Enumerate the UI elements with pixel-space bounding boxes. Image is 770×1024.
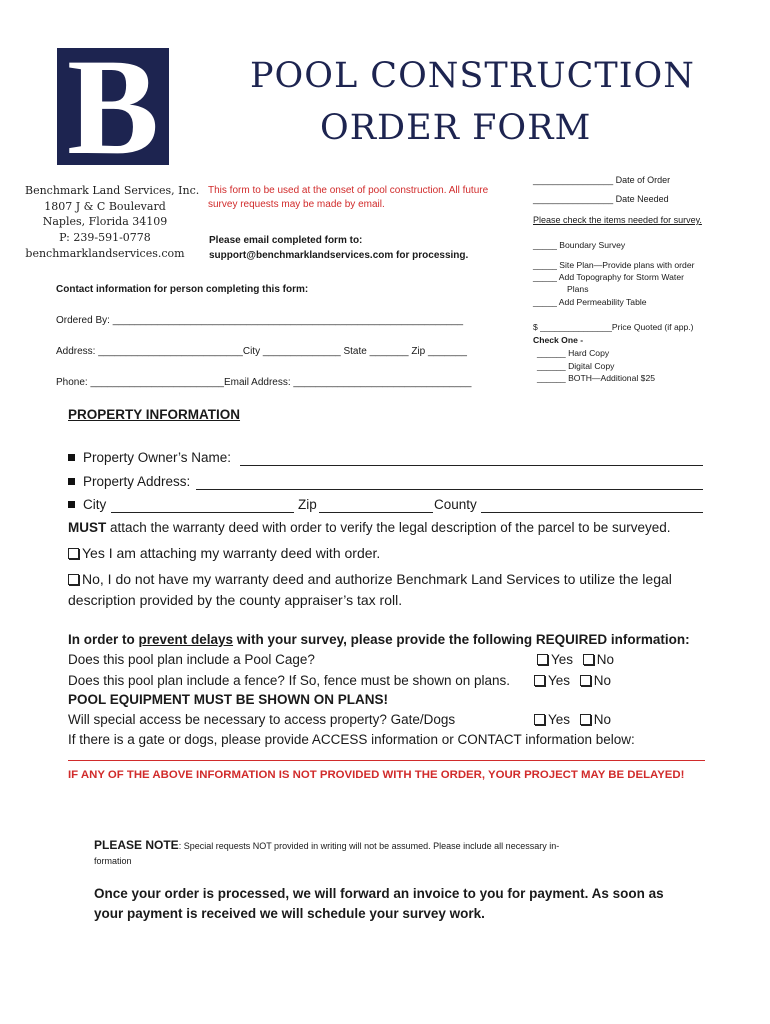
- required-intro-b: with your survey, please provide the following REQUIRED information:: [233, 632, 690, 647]
- owner-name-row: [68, 450, 231, 465]
- site-plan-option[interactable]: _____ Site Plan—Provide plans with order: [533, 260, 695, 270]
- please-note: [94, 838, 559, 852]
- support-email[interactable]: support@benchmarklandservices.com for processing.: [209, 250, 469, 261]
- access-question: Will special access be necessary to access property? Gate/Dogs: [68, 712, 456, 727]
- city-label: City: [83, 497, 107, 512]
- fence-options: [534, 673, 611, 688]
- red-divider: [68, 760, 705, 761]
- pool-cage-yes[interactable]: Yes: [551, 652, 574, 667]
- bullet-icon: [68, 454, 75, 461]
- warranty-deed-text: attach the warranty deed with order to verify the legal description of the parcel to be surveyed.: [106, 520, 671, 535]
- form-title-line2: ORDER FORM: [320, 108, 592, 148]
- fence-yes[interactable]: Yes: [548, 673, 571, 688]
- county-label: County: [434, 497, 477, 512]
- please-note-text-cont: formation: [94, 856, 132, 866]
- fence-no[interactable]: No: [593, 673, 612, 688]
- topography-option-cont: Plans: [567, 284, 589, 294]
- closing-line1: Once your order is processed, we will forward an invoice to you for payment. As soon as: [94, 886, 664, 901]
- delay-warning: IF ANY OF THE ABOVE INFORMATION IS NOT PROVIDED WITH THE ORDER, YOUR PROJECT MAY BE DELAYED!: [68, 769, 685, 781]
- warranty-no-label-cont: description provided by the county appraiser’s tax roll.: [68, 592, 403, 608]
- checkbox-icon[interactable]: [68, 574, 79, 585]
- property-address-label: Property Address:: [83, 474, 191, 489]
- permeability-option[interactable]: _____ Add Permeability Table: [533, 297, 647, 307]
- company-street: 1807 J & C Boulevard: [44, 200, 166, 213]
- access-yes[interactable]: Yes: [548, 712, 571, 727]
- check-items-instruction: Please check the items needed for survey.: [533, 215, 702, 225]
- warranty-no-label: No, I do not have my warranty deed and authorize Benchmark Land Services to utilize the legal: [82, 571, 672, 587]
- contact-heading: Contact information for person completing this form:: [56, 284, 309, 295]
- must-label: MUST: [68, 520, 107, 535]
- city-row: [68, 497, 106, 512]
- checkbox-icon[interactable]: [68, 548, 79, 559]
- fence-question: Does this pool plan include a fence? If So, fence must be shown on plans.: [68, 673, 511, 688]
- warranty-yes-label: Yes I am attaching my warranty deed with order.: [82, 545, 381, 561]
- required-intro-a: In order to: [68, 632, 139, 647]
- checkbox-icon[interactable]: [583, 654, 594, 665]
- company-city: Naples, Florida 34109: [42, 215, 168, 228]
- form-title-line1: POOL CONSTRUCTION: [250, 56, 695, 96]
- both-option[interactable]: ______ BOTH—Additional $25: [537, 373, 656, 383]
- please-note-text: : Special requests NOT provided in writing will not be assumed. Please include all necessary in-: [178, 841, 560, 851]
- warranty-no-option[interactable]: [68, 571, 672, 587]
- phone-email-field[interactable]: Phone: ________________________Email Address: ________________________________: [56, 377, 472, 388]
- owner-name-label: Property Owner’s Name:: [83, 450, 232, 465]
- county-input[interactable]: [481, 498, 703, 513]
- hard-copy-option[interactable]: ______ Hard Copy: [537, 348, 610, 358]
- bullet-icon: [68, 501, 75, 508]
- ordered-by-field[interactable]: Ordered By: _______________________________________________________________: [56, 315, 464, 326]
- zip-label: Zip: [298, 497, 317, 512]
- company-phone: P: 239-591-0778: [59, 231, 151, 244]
- date-needed-field[interactable]: ________________ Date Needed: [533, 194, 669, 204]
- company-logo: [57, 48, 169, 165]
- access-no[interactable]: No: [593, 712, 612, 727]
- please-note-label: PLEASE NOTE: [94, 838, 179, 852]
- checkbox-icon[interactable]: [580, 714, 591, 725]
- check-one-label: Check One -: [533, 335, 584, 345]
- boundary-survey-option[interactable]: _____ Boundary Survey: [533, 240, 626, 250]
- zip-input[interactable]: [319, 498, 433, 513]
- checkbox-icon[interactable]: [580, 675, 591, 686]
- access-options: [534, 712, 611, 727]
- closing-line2: your payment is received we will schedule your survey work.: [94, 906, 485, 921]
- bullet-icon: [68, 478, 75, 485]
- equipment-notice: POOL EQUIPMENT MUST BE SHOWN ON PLANS!: [68, 692, 389, 707]
- access-instruction: If there is a gate or dogs, please provide ACCESS information or CONTACT information below:: [68, 732, 635, 747]
- city-input[interactable]: [111, 498, 294, 513]
- company-website[interactable]: benchmarklandservices.com: [25, 247, 185, 260]
- checkbox-icon[interactable]: [534, 714, 545, 725]
- logo-letter: B: [66, 48, 160, 165]
- address-field[interactable]: Address: __________________________City ______________ State _______ Zip _______: [56, 346, 467, 357]
- checkbox-icon[interactable]: [534, 675, 545, 686]
- pool-cage-options: [537, 652, 614, 667]
- intro-text-line2: survey requests may be made by email.: [208, 199, 385, 210]
- property-address-row: [68, 474, 190, 489]
- property-heading: PROPERTY INFORMATION: [68, 407, 241, 422]
- required-intro: [68, 632, 690, 647]
- required-intro-underlined: prevent delays: [138, 632, 234, 647]
- email-instruction: Please email completed form to:: [209, 235, 363, 246]
- pool-cage-question: Does this pool plan include a Pool Cage?: [68, 652, 315, 667]
- warranty-deed-instruction: [68, 520, 671, 535]
- company-name: Benchmark Land Services, Inc.: [25, 184, 200, 197]
- pool-cage-no[interactable]: No: [596, 652, 615, 667]
- digital-copy-option[interactable]: ______ Digital Copy: [537, 361, 615, 371]
- topography-option[interactable]: _____ Add Topography for Storm Water: [533, 272, 684, 282]
- property-address-input[interactable]: [196, 475, 703, 490]
- owner-name-input[interactable]: [240, 451, 703, 466]
- price-quoted-field[interactable]: $ _______________Price Quoted (if app.): [533, 322, 694, 332]
- warranty-yes-option[interactable]: [68, 545, 380, 561]
- checkbox-icon[interactable]: [537, 654, 548, 665]
- intro-text-line1: This form to be used at the onset of pool construction. All future: [208, 185, 489, 196]
- date-of-order-field[interactable]: ________________ Date of Order: [533, 175, 671, 185]
